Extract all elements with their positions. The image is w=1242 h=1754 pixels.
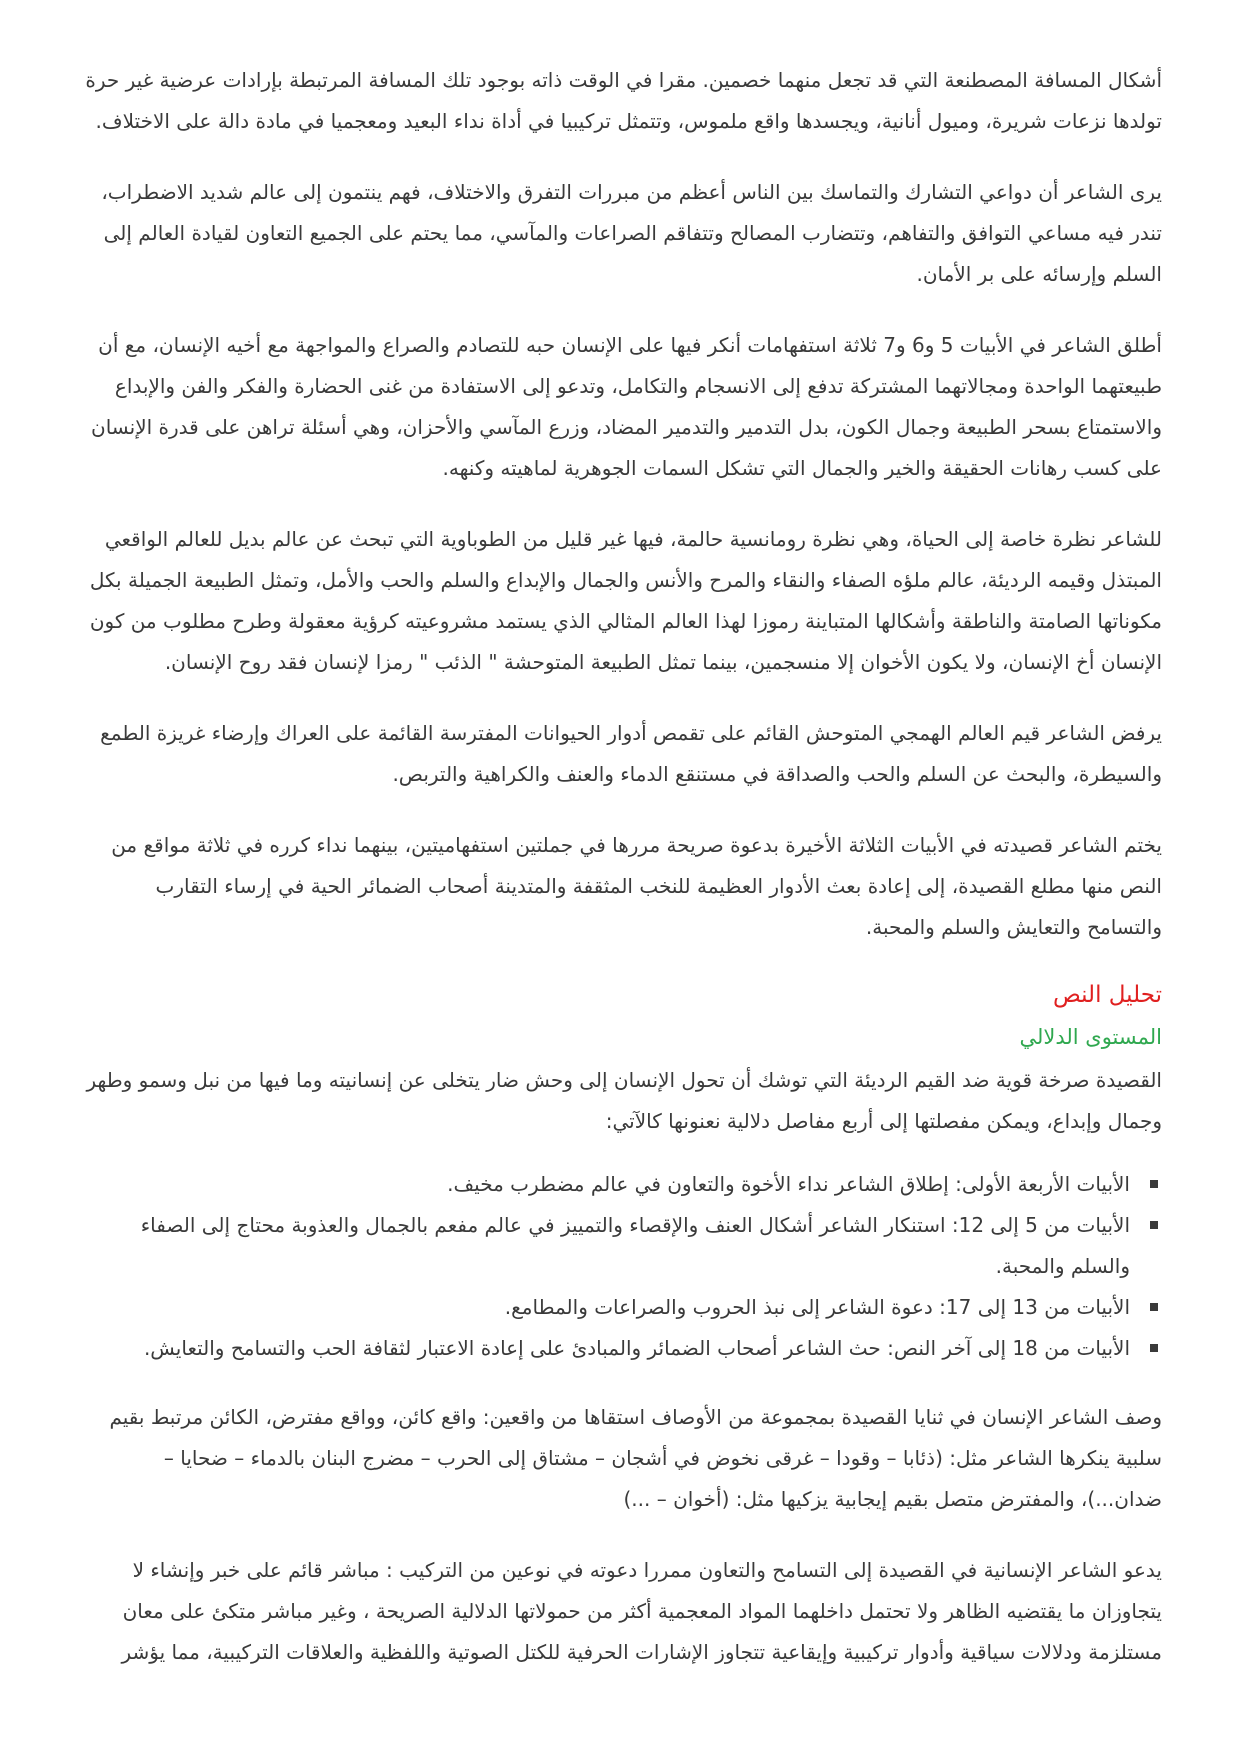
bullet-square-icon xyxy=(1150,1344,1158,1352)
paragraph-distance: أشكال المسافة المصطنعة التي قد تجعل منهما خصمين. مقرا في الوقت ذاته بوجود تلك المسافة المرتبطة بإرادات عرضية غير حرة تولدها نزعات شريرة، وميول أنانية، ويجسدها واقع ملموس، وتتمثل تركيبيا في أداة نداء البعيد ومعجميا في مادة دالة على الاختلاف. xyxy=(85,68,1162,133)
paragraph-romantic-view: للشاعر نظرة خاصة إلى الحياة، وهي نظرة رومانسية حالمة، فيها غير قليل من الطوباوية التي تبحث عن عالم بديل للعالم الواقعي المبتذل وقيمه الرديئة، عالم ملؤه الصفاء والنقاء والمرح والأنس والجمال والإبداع والسلم والحب والأمل، وتمثل الطبيعة الجميلة بكل مكوناتها الصامتة والناطقة وأشكالها المتباينة رموزا لهذا العالم المثالي الذي يستمد مشروعيته كرؤية معقولة وطرح مطلوب من كون الإنسان أخ الإنسان، ولا يكون الأخوان إلا منسجمين، بينما تمثل الطبيعة المتوحشة " الذئب " رمزا لإنسان فقد روح الإنسان. xyxy=(89,527,1162,674)
list-item xyxy=(80,1287,1130,1328)
paragraph-tolerance-call: يدعو الشاعر الإنسانية في القصيدة إلى التسامح والتعاون ممررا دعوته في نوعين من التركيب : مباشر قائم على خبر وإنشاء لا يتجاوزان ما يقتضيه الظاهر ولا تحتمل داخلهما المواد المعجمية أكثر من حمولاتها الدلالية الصريحة ، وغير مباشر متكئ على معان مستلزمة ودلالات سياقية وأدوار تركيبية وإيقاعية تتجاوز الإشارات الحرفية للكتل الصوتية واللفظية والعلاقات التركيبية، مما يؤشر xyxy=(121,1558,1162,1664)
bullet-square-icon xyxy=(1150,1180,1158,1188)
paragraph-questions: أطلق الشاعر في الأبيات 5 و6 و7 ثلاثة استفهامات أنكر فيها على الإنسان حبه للتصادم والصراع والمواجهة مع أخيه الإنسان، مع أن طبيعتهما الواحدة ومجالاتهما المشتركة تدفع إلى الانسجام والتكامل، وتدعو إلى الاستفادة من غنى الحضارة والفكر والفن والإبداع والاستمتاع بسحر الطبيعة وجمال الكون، بدل التدمير والتدمير المضاد، وزرع المآسي والأحزان، وهي أسئلة تراهن على قدرة الإنسان على كسب رهانات الحقيقة والخير والجمال التي تشكل السمات الجوهرية لماهيته وكنهه. xyxy=(91,333,1162,480)
bullet-square-icon xyxy=(1150,1303,1158,1311)
section-heading-text-analysis: تحليل النص xyxy=(1052,982,1162,1008)
list-item-text: الأبيات الأربعة الأولى: إطلاق الشاعر نداء الأخوة والتعاون في عالم مضطرب مخيف. xyxy=(447,1172,1130,1196)
list-item xyxy=(80,1164,1130,1205)
sub-heading-semantic-level: المستوى الدلالي xyxy=(1019,1025,1162,1049)
list-item-text: الأبيات من 18 إلى آخر النص: حث الشاعر أصحاب الضمائر والمبادئ على إعادة الاعتبار لثقافة الحب والتسامح والتعايش. xyxy=(143,1336,1130,1360)
article-body xyxy=(80,60,1162,1673)
paragraph-rejection: يرفض الشاعر قيم العالم الهمجي المتوحش القائم على تقمص أدوار الحيوانات المفترسة القائمة على العراك وإرضاء غريزة الطمع والسيطرة، والبحث عن السلم والحب والصداقة في مستنقع الدماء والعنف والكراهية والتربص. xyxy=(100,721,1162,786)
semantic-sections-list xyxy=(80,1164,1162,1369)
list-item-text: الأبيات من 5 إلى 12: استنكار الشاعر أشكال العنف والإقصاء والتمييز في عالم مفعم بالجمال والعذوبة محتاج إلى الصفاء والسلم والمحبة. xyxy=(140,1213,1130,1278)
paragraph-cohesion: يرى الشاعر أن دواعي التشارك والتماسك بين الناس أعظم من مبررات التفرق والاختلاف، فهم ينتمون إلى عالم شديد الاضطراب، تندر فيه مساعي التوافق والتفاهم، وتتضارب المصالح وتتفاقم الصراعات والمآسي، مما يحتم على الجميع التعاون لقيادة العالم إلى السلم وإرسائه على بر الأمان. xyxy=(101,180,1162,286)
paragraph-human-description: وصف الشاعر الإنسان في ثنايا القصيدة بمجموعة من الأوصاف استقاها من واقعين: واقع كائن، وواقع مفترض، الكائن مرتبط بقيم سلبية ينكرها الشاعر مثل: (ذئابا – وقودا – غرقى نخوض في أشجان – مشتاق إلى الحرب – مضرج البنان بالدماء – ضحايا – ضدان...)، والمفترض متصل بقيم إيجابية يزكيها مثل: (أخوان – ...) xyxy=(109,1405,1162,1511)
paragraph-semantic-intro: القصيدة صرخة قوية ضد القيم الرديئة التي توشك أن تحول الإنسان إلى وحش ضار يتخلى عن إنسانيته وما فيها من نبل وسمو وطهر وجمال وإبداع، ويمكن مفصلتها إلى أربع مفاصل دلالية نعنونها كالآتي: xyxy=(86,1068,1162,1133)
paragraph-conclusion: يختم الشاعر قصيدته في الأبيات الثلاثة الأخيرة بدعوة صريحة مررها في جملتين استفهاميتين، بينهما نداء كرره في ثلاثة مواقع من النص منها مطلع القصيدة، إلى إعادة بعث الأدوار العظيمة للنخب المثقفة والمتدينة أصحاب الضمائر الحية في إرساء التقارب والتسامح والتعايش والسلم والمحبة. xyxy=(111,833,1162,939)
list-item-text: الأبيات من 13 إلى 17: دعوة الشاعر إلى نبذ الحروب والصراعات والمطامع. xyxy=(504,1295,1130,1319)
bullet-square-icon xyxy=(1150,1221,1158,1229)
list-item xyxy=(80,1328,1130,1369)
list-item xyxy=(80,1205,1130,1287)
